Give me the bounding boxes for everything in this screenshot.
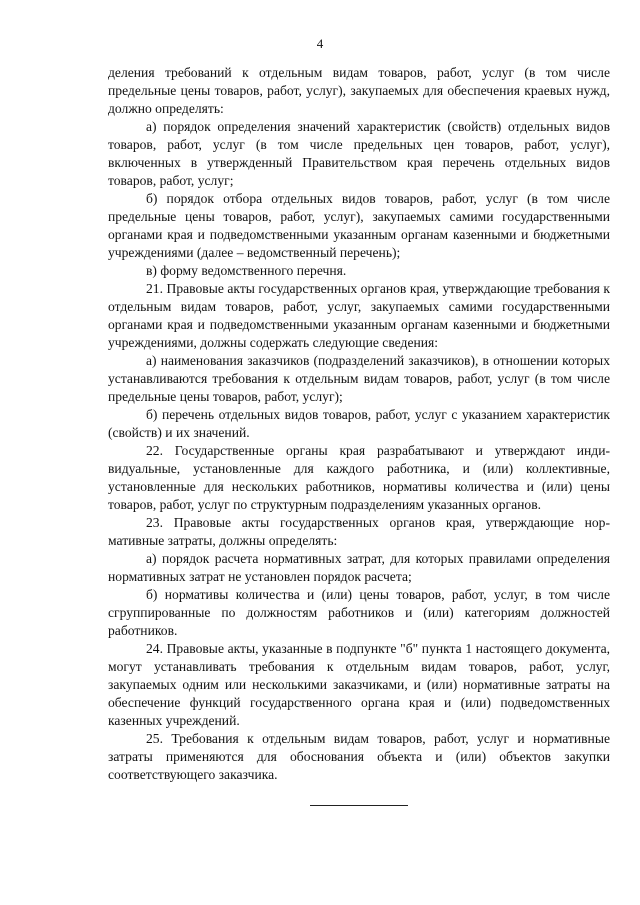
paragraph-item-a: а) порядок определения значений характеристик (свойств) отдельных видов товаров, работ, услуг (в том числе предельных цен товаров, работ, услуг), включенных в утвержденный Правительством края перечень отдельных видов товаров, работ, услуг; [108, 119, 610, 188]
paragraph-23-item-b: б) нормативы количества и (или) цены товаров, работ, услуг, в том числе сгруппированные по должностям работников и (или) категориям должностей работников. [108, 587, 610, 638]
paragraph-22: 22. Государственные органы края разрабатывают и утверждают индивидуальные, установленные для каждого работника, и (или) коллективные, установленные для нескольких работников, нормативы количества и (или) цены товаров, работ, услуг по структурным подразделениям указанных органов. [108, 443, 610, 512]
paragraph-item-v: в) форму ведомственного перечня. [146, 263, 347, 278]
paragraph-21-item-a: а) наименования заказчиков (подразделений заказчиков), в отношении которых устанавливаются требования к отдельным видам товаров, работ, услуг (в том числе предельные цены товаров, работ, услуг); [108, 353, 610, 404]
paragraph-23: 23. Правовые акты государственных органов края, утверждающие нормативные затраты, должны определять: [108, 515, 610, 548]
document-body [108, 64, 610, 784]
paragraph-21-item-b: б) перечень отдельных видов товаров, работ, услуг с указанием характеристик (свойств) и их значений. [108, 407, 610, 440]
paragraph-item-b: б) порядок отбора отдельных видов товаров, работ, услуг (в том числе предельные цены товаров, работ, услуг), закупаемых самими государственными органами края и подведомственными указанным органам казенными и бюджетными учреждениями (далее – ведомственный перечень); [108, 191, 610, 260]
paragraph-21: 21. Правовые акты государственных органов края, утверждающие требования к отдельным видам товаров, работ, услуг, закупаемых самими государственными органами края и подведомственными указанным органам казенными и бюджетными учреждениями, должны содержать следующие сведения: [108, 281, 610, 350]
paragraph-24: 24. Правовые акты, указанные в подпункте "б" пункта 1 настоящего документа, могут устанавливать требования к отдельным видам товаров, работ, услуг, закупаемых одним или несколькими заказчиками, и (или) нормативные затраты на обеспечение функций государственного органа края и (или) подведомственных казенных учреждений. [108, 641, 610, 728]
paragraph-continuation: деления требований к отдельным видам товаров, работ, услуг (в том числе предельные цены товаров, работ, услуг), закупаемых для обеспечения краевых нужд, должно определять: [108, 65, 610, 116]
paragraph-23-item-a: а) порядок расчета нормативных затрат, для которых правилами определения нормативных затрат не установлен порядок расчета; [108, 551, 610, 584]
paragraph-25: 25. Требования к отдельным видам товаров, работ, услуг и нормативные затраты применяются для обоснования объекта и (или) объектов закупки соответствующего заказчика. [108, 731, 610, 782]
end-of-document-rule [310, 805, 408, 806]
page-number: 4 [316, 36, 324, 51]
